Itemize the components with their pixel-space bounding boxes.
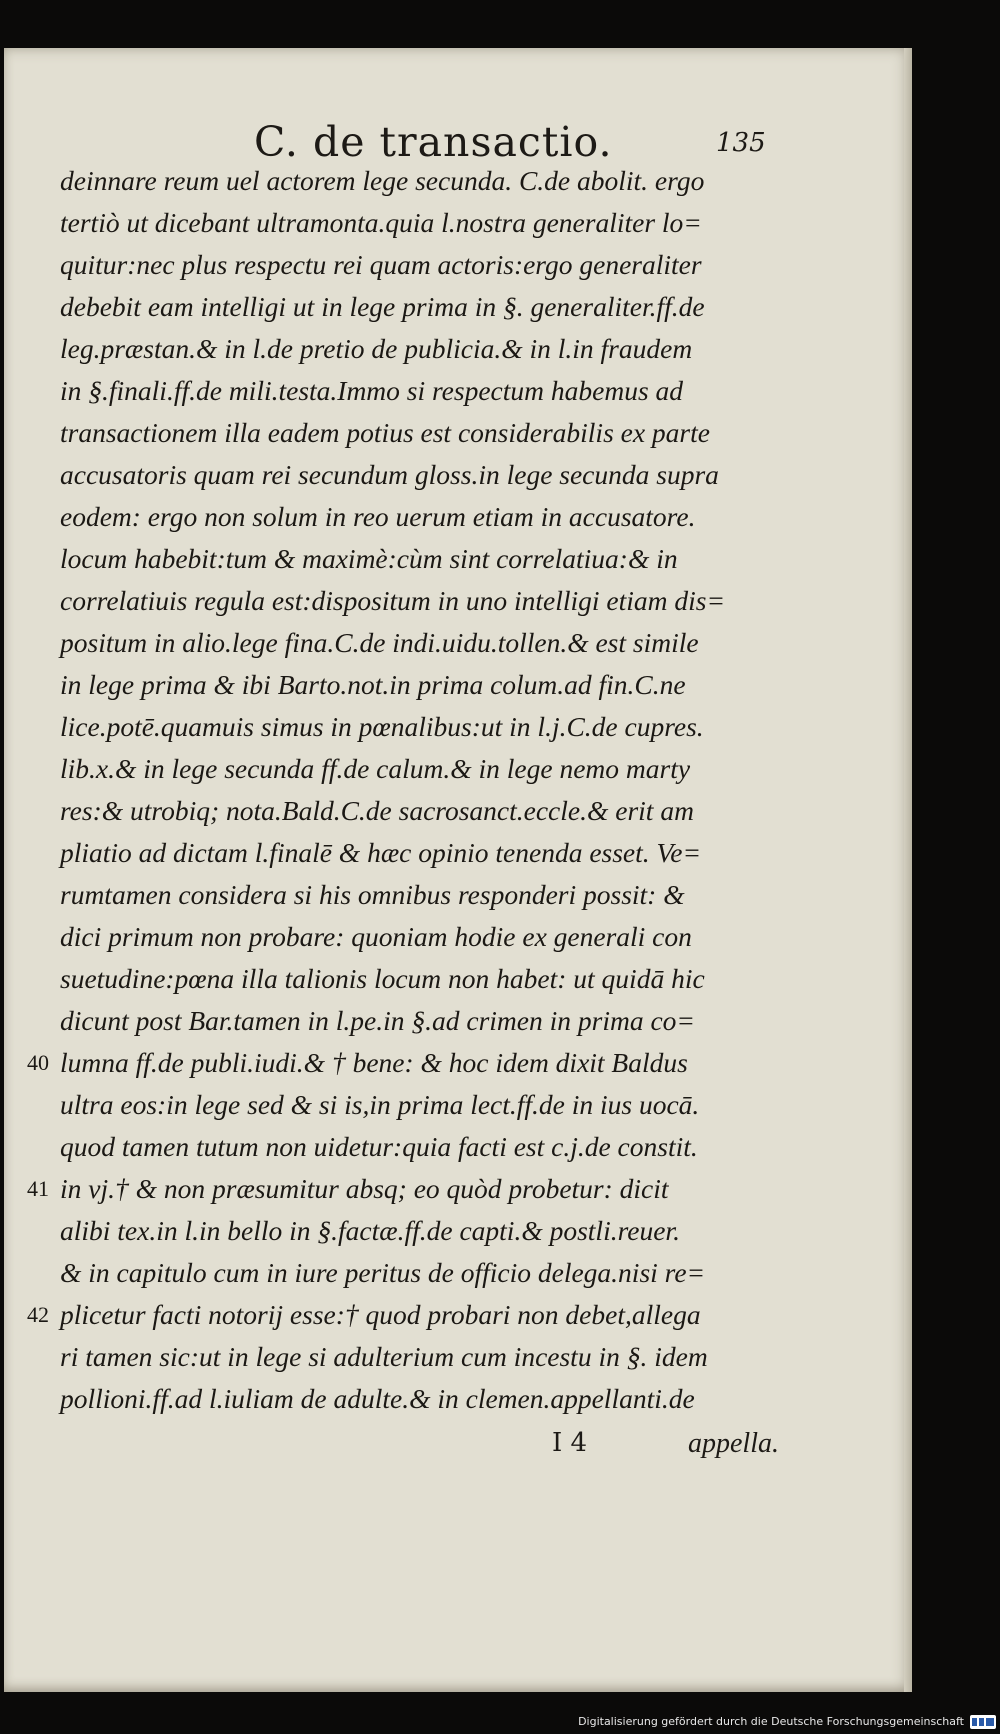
- text-line: [60, 748, 780, 790]
- text-line: [60, 538, 780, 580]
- line-text: lice.potē.quamuis simus in pœnalibus:ut in l.j.C.de cupres.: [60, 711, 704, 742]
- line-text: lib.x.& in lege secunda ff.de calum.& in lege nemo marty: [60, 753, 691, 784]
- text-line: [60, 1084, 780, 1126]
- text-line: [60, 244, 780, 286]
- margin-note-number: 42: [27, 1302, 49, 1327]
- book-page: [4, 48, 912, 1692]
- line-text: dicunt post Bar.tamen in l.pe.in §.ad crimen in prima co=: [60, 1005, 695, 1036]
- text-block: [27, 160, 780, 1420]
- line-text: ultra eos:in lege sed & si is,in prima lect.ff.de in ius uocā.: [60, 1089, 700, 1120]
- line-text: alibi tex.in l.in bello in §.factæ.ff.de capti.& postli.reuer.: [60, 1215, 680, 1246]
- line-text: lumna ff.de publi.iudi.& † bene: & hoc idem dixit Baldus: [60, 1047, 688, 1078]
- text-line: [60, 454, 780, 496]
- line-text: & in capitulo cum in iure peritus de officio delega.nisi re=: [60, 1257, 706, 1288]
- page-number: 135: [716, 128, 766, 158]
- text-line: [60, 958, 780, 1000]
- margin-note-number: 40: [27, 1050, 49, 1075]
- text-line: [60, 706, 780, 748]
- text-line: [27, 1168, 780, 1210]
- line-text: positum in alio.lege fina.C.de indi.uidu.tollen.& est simile: [60, 627, 699, 658]
- line-text: res:& utrobiq; nota.Bald.C.de sacrosanct.eccle.& erit am: [60, 795, 694, 826]
- line-text: transactionem illa eadem potius est considerabilis ex parte: [60, 417, 710, 448]
- text-line: [60, 1336, 780, 1378]
- line-text: eodem: ergo non solum in reo uerum etiam in accusatore.: [60, 501, 696, 532]
- line-text: quod tamen tutum non uidetur:quia facti est c.j.de constit.: [60, 1131, 698, 1162]
- digitization-credit: Digitalisierung gefördert durch die Deutsche Forschungsgemeinschaft: [578, 1715, 964, 1728]
- line-text: correlatiuis regula est:dispositum in uno intelligi etiam dis=: [60, 585, 726, 616]
- text-line: [60, 1252, 780, 1294]
- line-text: in §.finali.ff.de mili.testa.Immo si respectum habemus ad: [60, 375, 684, 406]
- dfg-logo: [970, 1715, 996, 1729]
- text-line: [60, 160, 780, 202]
- line-text: plicetur facti notorij esse:† quod probari non debet,allega: [60, 1299, 701, 1330]
- signature-mark: I 4: [552, 1428, 588, 1458]
- line-text: accusatoris quam rei secundum gloss.in lege secunda supra: [60, 459, 719, 490]
- text-line: [60, 202, 780, 244]
- text-line: [60, 286, 780, 328]
- text-line: [60, 916, 780, 958]
- text-line: [60, 370, 780, 412]
- text-line: [60, 664, 780, 706]
- text-line: [60, 874, 780, 916]
- catchword: appella.: [688, 1428, 779, 1459]
- margin-note-number: 41: [27, 1176, 49, 1201]
- text-line: [60, 832, 780, 874]
- text-line: [60, 1378, 780, 1420]
- line-text: dici primum non probare: quoniam hodie ex generali con: [60, 921, 692, 952]
- running-head: C. de transactio.: [254, 118, 613, 166]
- line-text: rumtamen considera si his omnibus responderi possit: &: [60, 879, 685, 910]
- line-text: in lege prima & ibi Barto.not.in prima colum.ad fin.C.ne: [60, 669, 686, 700]
- line-text: quitur:nec plus respectu rei quam actoris:ergo generaliter: [60, 249, 702, 280]
- line-text: pollioni.ff.ad l.iuliam de adulte.& in clemen.appellanti.de: [60, 1383, 695, 1414]
- text-line: [60, 622, 780, 664]
- text-line: [60, 328, 780, 370]
- text-line: [60, 1000, 780, 1042]
- text-line: [60, 790, 780, 832]
- line-text: deinnare reum uel actorem lege secunda. C.de abolit. ergo: [60, 165, 705, 196]
- text-line: [60, 1210, 780, 1252]
- text-line: [60, 1126, 780, 1168]
- line-text: locum habebit:tum & maximè:cùm sint correlatiua:& in: [60, 543, 678, 574]
- text-line: [27, 1042, 780, 1084]
- line-text: leg.præstan.& in l.de pretio de publicia.& in l.in fraudem: [60, 333, 693, 364]
- line-text: debebit eam intelligi ut in lege prima in §. generaliter.ff.de: [60, 291, 705, 322]
- line-text: tertiò ut dicebant ultramonta.quia l.nostra generaliter lo=: [60, 207, 702, 238]
- line-text: in vj.† & non præsumitur absq; eo quòd probetur: dicit: [60, 1173, 669, 1204]
- text-line: [60, 580, 780, 622]
- text-line: [27, 1294, 780, 1336]
- text-line: [60, 496, 780, 538]
- line-text: suetudine:pœna illa talionis locum non habet: ut quidā hic: [60, 963, 705, 994]
- text-line: [60, 412, 780, 454]
- line-text: pliatio ad dictam l.finalē & hæc opinio tenenda esset. Ve=: [60, 837, 702, 868]
- line-text: ri tamen sic:ut in lege si adulterium cum incestu in §. idem: [60, 1341, 708, 1372]
